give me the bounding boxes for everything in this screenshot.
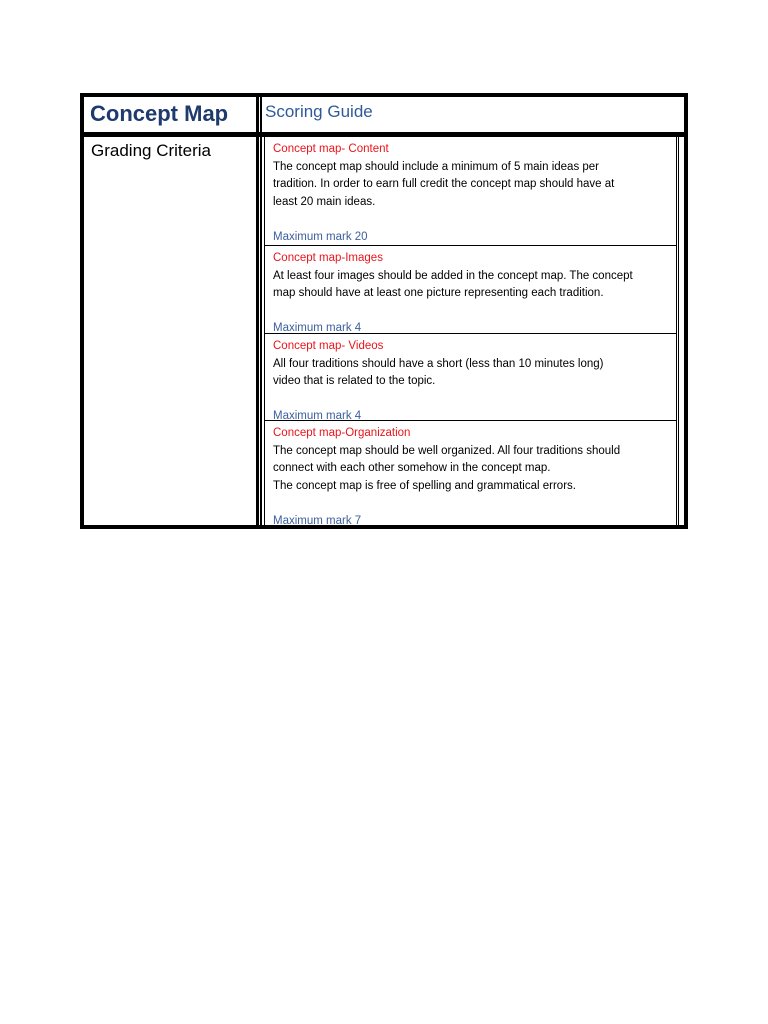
section-title: Concept map-Organization <box>273 427 411 439</box>
section-title: Concept map- Videos <box>273 340 384 352</box>
section-organization <box>265 420 676 525</box>
section-text-line: The concept map is free of spelling and grammatical errors. <box>273 479 576 492</box>
section-title: Concept map-Images <box>273 252 383 264</box>
section-text-line: map should have at least one picture representing each tradition. <box>273 287 604 299</box>
scoring-guide-body <box>264 137 677 525</box>
section-content <box>265 137 676 245</box>
section-text-line: tradition. In order to earn full credit the concept map should have at <box>273 178 615 190</box>
column-divider <box>256 97 262 525</box>
section-text-line: The concept map should be well organized. All four traditions should <box>273 444 621 457</box>
maximum-mark: Maximum mark 4 <box>273 410 362 422</box>
section-text-line: All four traditions should have a short (less than 10 minutes long) <box>273 357 604 370</box>
spacer <box>273 495 670 513</box>
scoring-guide-heading: Scoring Guide <box>265 102 373 121</box>
right-border-rule <box>678 137 679 525</box>
page-title: Concept Map <box>90 101 229 126</box>
section-videos <box>265 333 676 420</box>
section-text-line: The concept map should include a minimum of 5 main ideas per <box>273 160 600 173</box>
spacer <box>273 211 670 229</box>
section-text-line: At least four images should be added in the concept map. The concept <box>273 269 633 282</box>
maximum-mark: Maximum mark 7 <box>273 514 362 527</box>
spacer <box>273 303 670 321</box>
section-title: Concept map- Content <box>273 143 389 155</box>
section-text-line: video that is related to the topic. <box>273 375 436 387</box>
section-text-line: connect with each other somehow in the concept map. <box>273 462 551 474</box>
grading-criteria-label: Grading Criteria <box>91 141 211 160</box>
maximum-mark: Maximum mark 4 <box>273 322 362 334</box>
maximum-mark: Maximum mark 20 <box>273 230 368 243</box>
spacer <box>273 391 670 409</box>
rubric-table <box>80 93 688 529</box>
section-text-line: least 20 main ideas. <box>273 195 376 208</box>
section-images <box>265 245 676 333</box>
